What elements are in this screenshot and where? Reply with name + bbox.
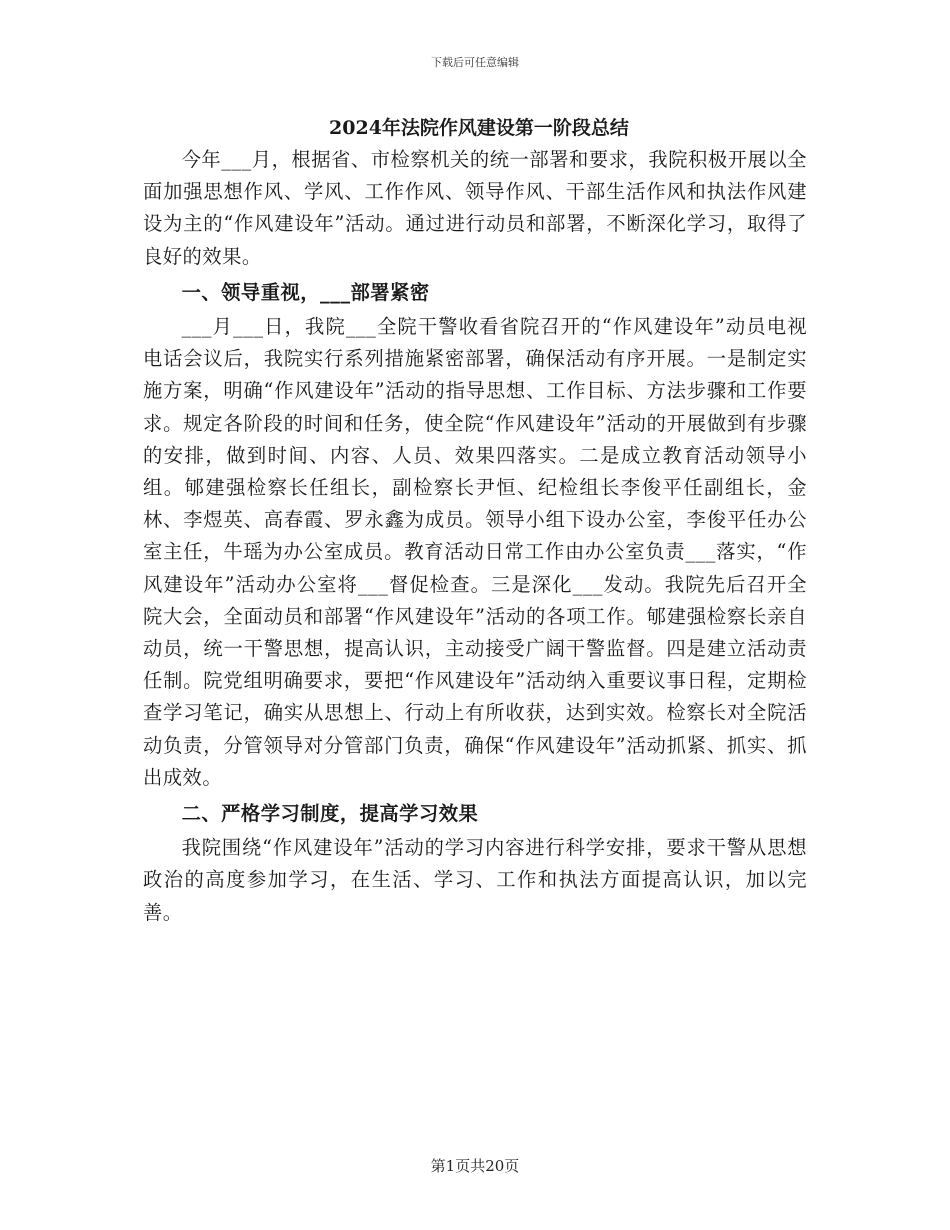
section-1-paragraph: ___月___日，我院___全院干警收看省院召开的“作风建设年”动员电视电话会议后，我院实行系列措施紧密部署，确保活动有序开展。一是制定实施方案，明确“作风建设年”活动的指导思想、工作目标、方法步骤和工作要求。规定各阶段的时间和任务，使全院“作风建设年”活动的开展做到有步骤的安排，做到时间、内容、人员、效果四落实。二是成立教育活动领导小组。郇建强检察长任组长，副检察长尹恒、纪检组长李俊平任副组长，金林、李煜英、高春霞、罗永鑫为成员。领导小组下设办公室，李俊平任办公室主任，牛瑶为办公室成员。教育活动日常工作由办公室负责___落实，“作风建设年”活动办公室将___督促检查。三是深化___发动。我院先后召开全院大会，全面动员和部署“作风建设年”活动的各项工作。郇建强检察长亲自动员，统一干警思想，提高认识，主动接受广阔干警监督。四是建立活动责任制。院党组明确要求，要把“作风建设年”活动纳入重要议事日程，定期检查学习笔记，确实从思想上、行动上有所收获，达到实效。检察长对全院活动负责，分管领导对分管部门负责，确保“作风建设年”活动抓紧、抓实、抓出成效。	[143, 315, 807, 789]
section-2-paragraph: 我院围绕“作风建设年”活动的学习内容进行科学安排，要求干警从思想政治的高度参加学习，在生活、学习、工作和执法方面提高认识，加以完善。	[143, 836, 807, 924]
intro-paragraph: 今年___月，根据省、市检察机关的统一部署和要求，我院积极开展以全面加强思想作风、学风、工作作风、领导作风、干部生活作风和执法作风建设为主的“作风建设年”活动。通过进行动员和部署，不断深化学习，取得了良好的效果。	[143, 148, 807, 268]
document-title: 2024年法院作风建设第一阶段总结	[329, 117, 629, 139]
section-1-heading: 一、领导重视，___部署紧密	[181, 280, 430, 304]
document-body	[143, 114, 807, 929]
page-footer: 第1页共20页	[430, 1157, 520, 1175]
section-2-heading: 二、严格学习制度，提高学习效果	[181, 802, 479, 826]
header-note: 下载后可任意编辑	[431, 56, 519, 69]
